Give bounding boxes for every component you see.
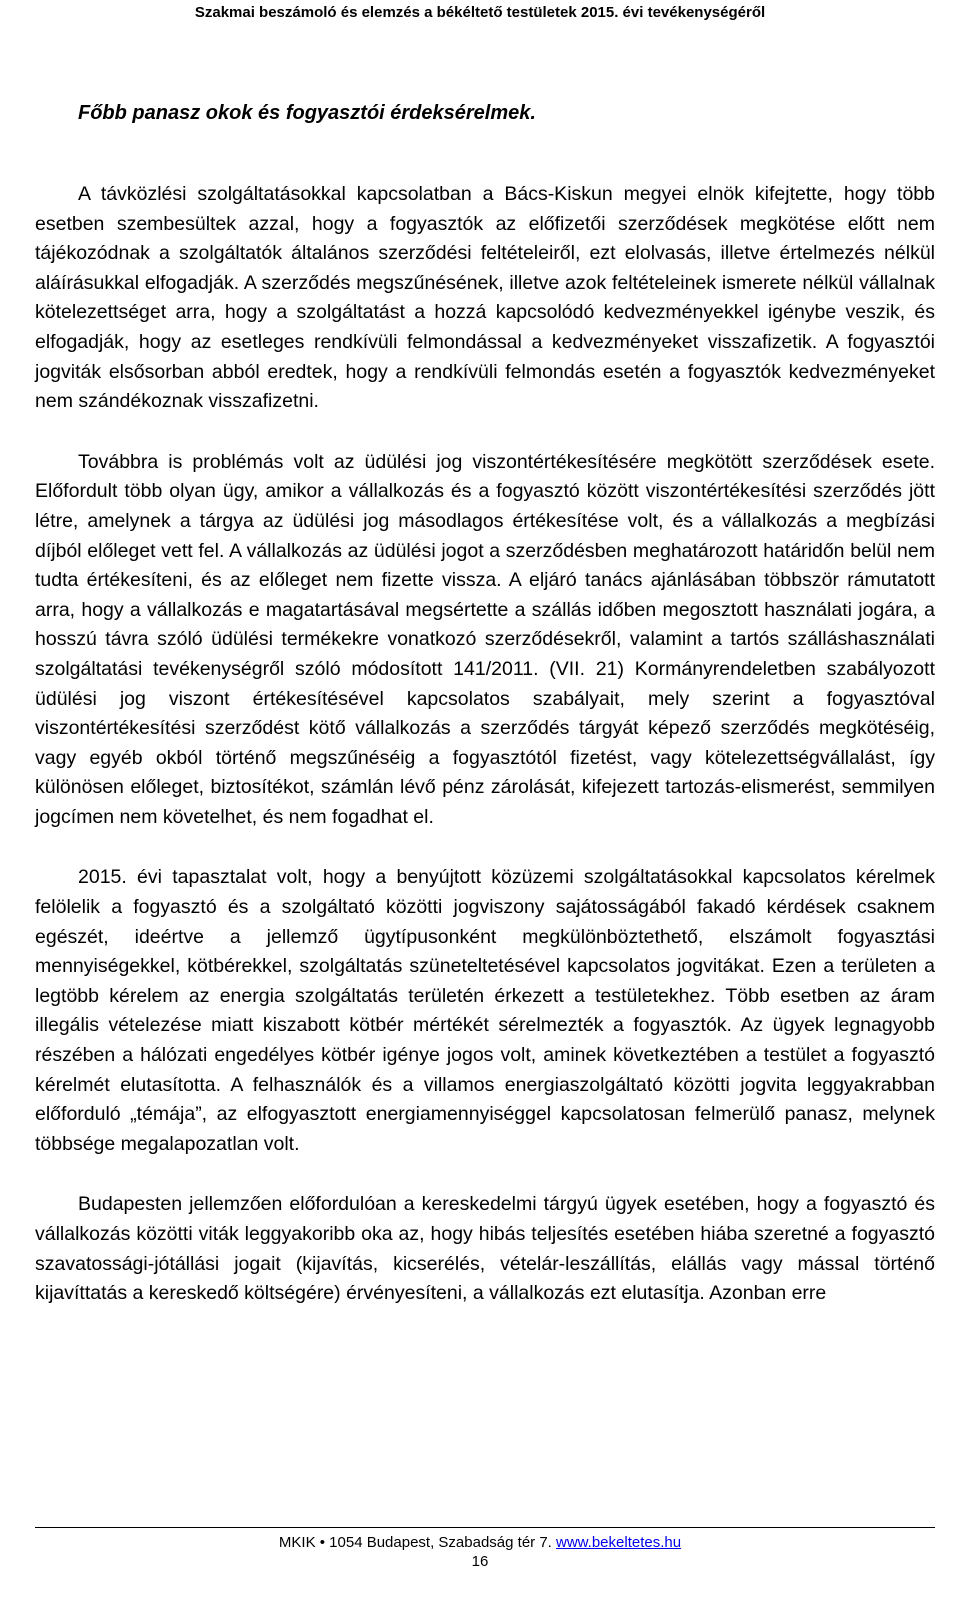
page-number: 16 (471, 1553, 489, 1570)
paragraph-utilities: 2015. évi tapasztalat volt, hogy a benyújtott közüzemi szolgáltatásokkal kapcsolatos kérelmek felölelik a fogyasztó és a szolgáltató közötti jogviszony sajátosságából fakadó kérdések csaknem egészét, ideértve a jellemző ügytípusonként megkülönböztethető, elszámolt fogyasztási mennyiségekkel, kötbérekkel, szolgáltatás szüneteltetésével kapcsolatos jogvitákat. Ezen a területen a legtöbb kérelem az energia szolgáltatás területén érkezett a testületekhez. Több esetben az áram illegális vételezése miatt kiszabott kötbér mértékét sérelmezték a fogyasztók. Az ügyek legnagyobb részében a hálózati engedélyes kötbér igénye jogos volt, aminek következtében a testület a fogyasztó kérelmét elutasította. A felhasználók és a villamos energiaszolgáltató közötti jogvita leggyakrabban előforduló „témája”, az elfogyasztott energiamennyiséggel kapcsolatosan felmerülő panasz, melynek többsége megalapozatlan volt. (35, 866, 935, 1155)
footer (0, 1533, 960, 1552)
paragraph-telecom: A távközlési szolgáltatásokkal kapcsolatban a Bács-Kiskun megyei elnök kifejtette, hogy több esetben szembesültek azzal, hogy a fogyasztók az előfizetői szerződések megkötése előtt nem tájékozódnak a szolgáltatók általános szerződési feltételeiről, ezt elolvasás, illetve értelmezés nélkül aláírásukkal elfogadják. A szerződés megszűnésének, illetve azok feltételeinek ismerete nélkül vállalnak kötelezettséget arra, hogy a szolgáltatást a hozzá kapcsolódó kedvezményekkel igénybe veszik, és elfogadják, hogy az esetleges rendkívüli felmondással a kedvezményeket visszafizetik. A fogyasztói jogviták elsősorban abból eredtek, hogy a rendkívüli felmondás esetén a fogyasztók kedvezményeket nem szándékoznak visszafizetni. (35, 183, 935, 413)
footer-website-link[interactable]: www.bekeltetes.hu (556, 1534, 682, 1551)
section-title: Főbb panasz okok és fogyasztói érdeksérelmek. (78, 102, 536, 124)
body-text (35, 180, 935, 1340)
paragraph-budapest-commercial: Budapesten jellemzően előfordulóan a kereskedelmi tárgyú ügyek esetében, hogy a fogyasztó és vállalkozás közötti viták leggyakoribb oka az, hogy hibás teljesítés esetében hiába szeretné a fogyasztó szavatossági-jótállási jogait (kijavítás, kicserélés, vételár-leszállítás, elállás vagy mással történő kijavíttatás a kereskedő költségére) érvényesíteni, a vállalkozás ezt elutasítja. Azonban erre (35, 1193, 935, 1305)
footer-address: MKIK • 1054 Budapest, Szabadság tér 7. (278, 1534, 556, 1551)
footer-divider (35, 1527, 935, 1528)
running-header: Szakmai beszámoló és elemzés a békéltető testületek 2015. évi tevékenységéről (194, 4, 766, 21)
paragraph-timeshare: Továbbra is problémás volt az üdülési jog viszontértékesítésére megkötött szerződések esete. Előfordult több olyan ügy, amikor a vállalkozás és a fogyasztó között viszontértékesítési szerződés jött létre, amelynek a tárgya az üdülési jog másodlagos értékesítése volt, és a vállalkozás a megbízási díjból előleget vett fel. A vállalkozás az üdülési jogot a szerződésben meghatározott határidőn belül nem tudta értékesíteni, és az előleget nem fizette vissza. A eljáró tanács ajánlásában többször rámutatott arra, hogy a vállalkozás e magatartásával megsértette a szállás időben megosztott használati jogára, a hosszú távra szóló üdülési termékekre vonatkozó szerződésekről, valamint a tartós szálláshasználati szolgáltatási tevékenységről szóló módosított 141/2011. (VII. 21) Kormányrendeletben szabályozott üdülési jog viszont értékesítésével kapcsolatos szabályait, mely szerint a fogyasztóval viszontértékesítési szerződést kötő vállalkozás a szerződés tárgyát képező szerződés megkötéséig, vagy egyéb okból történő megszűnéséig a fogyasztótól fizetést, vagy kötelezettségvállalást, így különösen előleget, biztosítékot, számlán lévő pénz zárolását, kifejezett tartozás-elismerést, semmilyen jogcímen nem követelhet, és nem fogadhat el. (35, 450, 935, 828)
